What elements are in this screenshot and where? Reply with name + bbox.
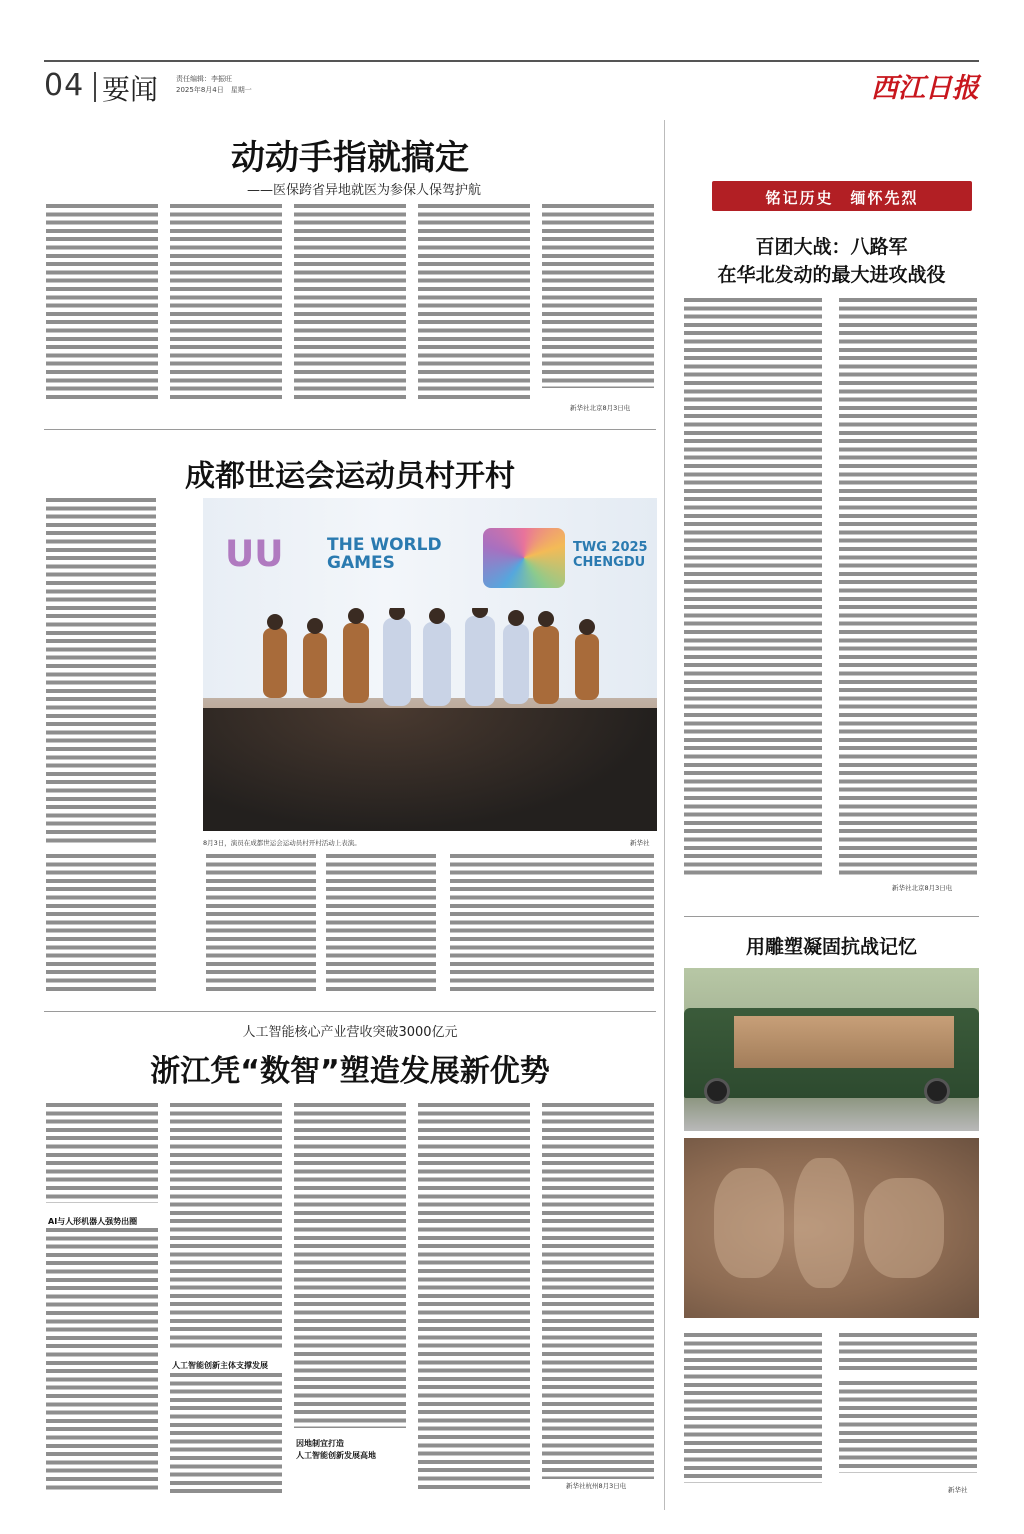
relief-figure bbox=[714, 1168, 784, 1278]
page-number: 04 bbox=[44, 68, 85, 103]
section-name: 要闻 bbox=[102, 73, 159, 106]
sidebar-divider bbox=[684, 916, 979, 917]
relief-figure bbox=[864, 1178, 944, 1278]
bus-wheel-icon bbox=[704, 1078, 730, 1104]
bus-relief-panel bbox=[734, 1016, 954, 1068]
story1-title-line1: 百团大战：八路军 bbox=[755, 236, 908, 258]
article3-subhead-3: 因地制宜打造 bbox=[296, 1438, 350, 1449]
history-banner bbox=[712, 181, 972, 211]
date-line: 2025年8月4日 星期一 bbox=[176, 86, 252, 94]
story1-title-line2: 在华北发动的最大进攻战役 bbox=[717, 264, 946, 286]
world-games-logo-icon: ᑌᑌ bbox=[225, 534, 284, 575]
parade-bus bbox=[684, 1008, 979, 1098]
article2-body bbox=[46, 854, 656, 994]
relief-sculpture-photo bbox=[684, 1138, 979, 1318]
story1-body bbox=[684, 298, 979, 878]
story1-credit: 新华社北京8月3日电 bbox=[892, 884, 953, 892]
photo1-caption: 8月3日，演员在成都世运会运动员村开村活动上表演。 bbox=[203, 839, 361, 847]
newspaper-page bbox=[44, 58, 979, 1498]
world-games-event-text: TWG 2025 CHENGDU bbox=[573, 540, 648, 570]
divider-1 bbox=[44, 429, 656, 430]
article3-subhead-2: 人工智能创新主体支撑发展 bbox=[172, 1360, 274, 1371]
article1-body bbox=[46, 204, 656, 400]
header-rule bbox=[44, 60, 979, 62]
article3-credit: 新华社杭州8月3日电 bbox=[566, 1482, 627, 1490]
article3-body bbox=[46, 1103, 656, 1493]
newspaper-masthead: 西江日报 bbox=[871, 73, 979, 104]
dancers-figures bbox=[203, 608, 657, 718]
article3-subhead-1: AI与人形机器人强势出圈 bbox=[48, 1216, 143, 1227]
article2-lead-body bbox=[46, 498, 196, 844]
article1-title: 动动手指就搞定 bbox=[231, 138, 469, 178]
column-divider bbox=[664, 120, 665, 1510]
relief-figure bbox=[794, 1158, 854, 1288]
sculpture-bus-photo bbox=[684, 968, 979, 1131]
photo1-credit: 新华社 bbox=[630, 839, 650, 847]
article3-title: 浙江凭“数智”塑造发展新优势 bbox=[150, 1054, 550, 1089]
audience-silhouettes bbox=[203, 708, 657, 831]
article3-subhead-4: 人工智能创新发展高地 bbox=[296, 1450, 382, 1461]
article3-kicker: 人工智能核心产业营收突破3000亿元 bbox=[242, 1025, 458, 1040]
story2-title: 用雕塑凝固抗战记忆 bbox=[745, 936, 917, 958]
editor-info bbox=[176, 74, 252, 96]
article1-subtitle: ——医保跨省异地就医为参保人保驾护航 bbox=[246, 183, 481, 198]
story2-credit: 新华社 bbox=[948, 1486, 968, 1494]
world-games-logo-text: THE WORLD GAMES bbox=[327, 535, 442, 573]
bus-wheel-icon bbox=[924, 1078, 950, 1104]
story2-body bbox=[684, 1333, 979, 1483]
editor-line: 责任编辑：李振旺 bbox=[176, 75, 232, 83]
world-games-stage-photo bbox=[203, 498, 657, 831]
banner-text: 铭记历史 缅怀先烈 bbox=[765, 189, 919, 207]
article1-credit: 新华社北京8月3日电 bbox=[570, 404, 631, 412]
divider-2 bbox=[44, 1011, 656, 1012]
header-separator bbox=[94, 72, 96, 102]
article2-title: 成都世运会运动员村开村 bbox=[185, 459, 515, 494]
chengdu-emblem-icon bbox=[483, 528, 565, 588]
